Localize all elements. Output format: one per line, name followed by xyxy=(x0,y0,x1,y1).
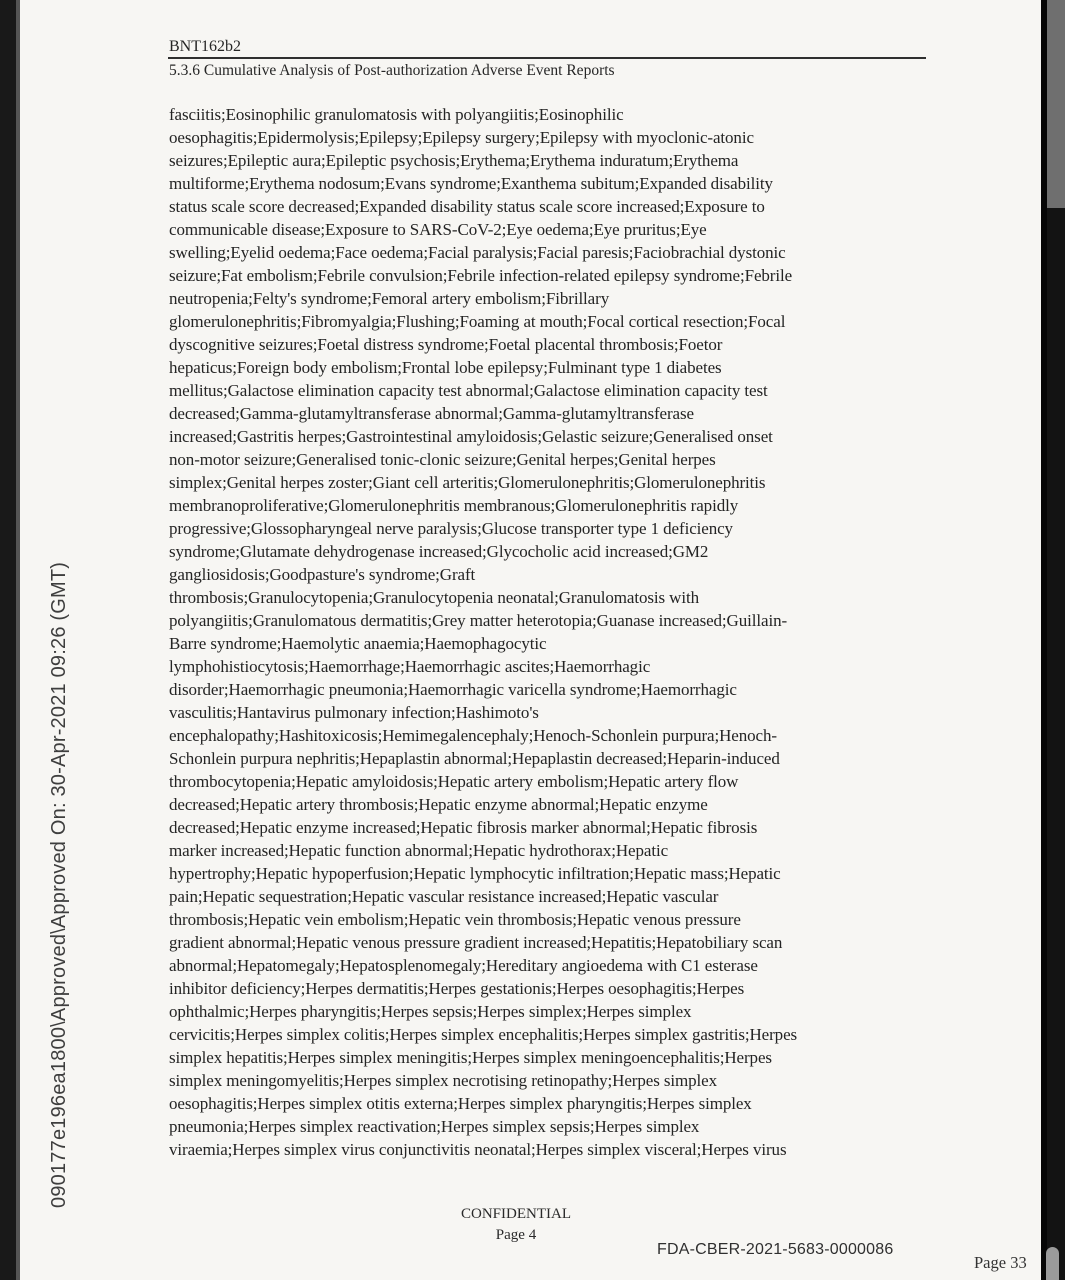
adverse-event-line: Barre syndrome;Haemolytic anaemia;Haemophagocytic xyxy=(169,634,547,653)
confidential-label: CONFIDENTIAL xyxy=(461,1206,571,1222)
product-code: BNT162b2 xyxy=(169,38,241,55)
adverse-event-line: Schonlein purpura nephritis;Hepaplastin abnormal;Hepaplastin decreased;Heparin-induced xyxy=(169,749,780,768)
header-rule xyxy=(168,57,926,59)
adverse-event-line: simplex hepatitis;Herpes simplex meningitis;Herpes simplex meningoencephalitis;Herpes xyxy=(169,1048,772,1067)
adverse-event-line: oesophagitis;Herpes simplex otitis externa;Herpes simplex pharyngitis;Herpes simplex xyxy=(169,1094,752,1113)
adverse-event-line: dyscognitive seizures;Foetal distress syndrome;Foetal placental thrombosis;Foetor xyxy=(169,335,723,354)
adverse-event-line: mellitus;Galactose elimination capacity test abnormal;Galactose elimination capacity test xyxy=(169,381,768,400)
adverse-events-text xyxy=(169,103,797,1161)
outer-page-number: Page 33 xyxy=(974,1253,1027,1272)
adverse-event-line: hepaticus;Foreign body embolism;Frontal lobe epilepsy;Fulminant type 1 diabetes xyxy=(169,358,722,377)
adverse-event-line: swelling;Eyelid oedema;Face oedema;Facial paralysis;Facial paresis;Faciobrachial dystonic xyxy=(169,243,786,262)
adverse-event-line: vasculitis;Hantavirus pulmonary infection;Hashimoto's xyxy=(169,703,539,722)
scan-edge-bar-left xyxy=(0,0,16,1280)
scrollbar-thumb-top[interactable] xyxy=(1047,0,1065,208)
adverse-event-line: non-motor seizure;Generalised tonic-clonic seizure;Genital herpes;Genital herpes xyxy=(169,450,716,469)
adverse-event-line: gradient abnormal;Hepatic venous pressure gradient increased;Hepatitis;Hepatobiliary scan xyxy=(169,933,783,952)
adverse-event-line: fasciitis;Eosinophilic granulomatosis with polyangiitis;Eosinophilic xyxy=(169,105,624,124)
adverse-event-line: cervicitis;Herpes simplex colitis;Herpes simplex encephalitis;Herpes simplex gastritis;Herpes xyxy=(169,1025,798,1044)
adverse-event-line: hypertrophy;Hepatic hypoperfusion;Hepatic lymphocytic infiltration;Hepatic mass;Hepatic xyxy=(169,864,781,883)
adverse-event-line: multiforme;Erythema nodosum;Evans syndrome;Exanthema subitum;Expanded disability xyxy=(169,174,773,193)
adverse-event-line: decreased;Hepatic enzyme increased;Hepatic fibrosis marker abnormal;Hepatic fibrosis xyxy=(169,818,758,837)
inner-page-number: Page 4 xyxy=(495,1227,537,1243)
adverse-event-line: lymphohistiocytosis;Haemorrhage;Haemorrhagic ascites;Haemorrhagic xyxy=(169,657,651,676)
adverse-event-line: encephalopathy;Hashitoxicosis;Hemimegalencephaly;Henoch-Schonlein purpura;Henoch- xyxy=(169,726,777,745)
adverse-event-line: thrombosis;Hepatic vein embolism;Hepatic vein thrombosis;Hepatic venous pressure xyxy=(169,910,741,929)
adverse-event-line: progressive;Glossopharyngeal nerve paralysis;Glucose transporter type 1 deficiency xyxy=(169,519,733,538)
adverse-event-line: communicable disease;Exposure to SARS-CoV-2;Eye oedema;Eye pruritus;Eye xyxy=(169,220,707,239)
adverse-event-line: marker increased;Hepatic function abnormal;Hepatic hydrothorax;Hepatic xyxy=(169,841,669,860)
adverse-event-line: viraemia;Herpes simplex virus conjunctivitis neonatal;Herpes simplex visceral;Herpes virus xyxy=(169,1140,787,1159)
adverse-event-line: oesophagitis;Epidermolysis;Epilepsy;Epilepsy surgery;Epilepsy with myoclonic-atonic xyxy=(169,128,754,147)
adverse-event-line: ophthalmic;Herpes pharyngitis;Herpes sepsis;Herpes simplex;Herpes simplex xyxy=(169,1002,692,1021)
scrollbar-thumb-bottom[interactable] xyxy=(1046,1247,1059,1280)
document-id: FDA-CBER-2021-5683-0000086 xyxy=(657,1241,894,1258)
adverse-event-line: decreased;Hepatic artery thrombosis;Hepatic enzyme abnormal;Hepatic enzyme xyxy=(169,795,708,814)
adverse-event-line: pain;Hepatic sequestration;Hepatic vascular resistance increased;Hepatic vascular xyxy=(169,887,719,906)
adverse-event-line: simplex meningomyelitis;Herpes simplex necrotising retinopathy;Herpes simplex xyxy=(169,1071,718,1090)
adverse-event-line: membranoproliferative;Glomerulonephritis membranous;Glomerulonephritis rapidly xyxy=(169,496,739,515)
adverse-event-line: syndrome;Glutamate dehydrogenase increased;Glycocholic acid increased;GM2 xyxy=(169,542,709,561)
adverse-event-line: gangliosidosis;Goodpasture's syndrome;Graft xyxy=(169,565,476,584)
adverse-event-line: increased;Gastritis herpes;Gastrointestinal amyloidosis;Gelastic seizure;Generalised onset xyxy=(169,427,773,446)
adverse-event-line: disorder;Haemorrhagic pneumonia;Haemorrhagic varicella syndrome;Haemorrhagic xyxy=(169,680,737,699)
adverse-event-line: glomerulonephritis;Fibromyalgia;Flushing;Foaming at mouth;Focal cortical resection;Focal xyxy=(169,312,786,331)
adverse-event-line: pneumonia;Herpes simplex reactivation;Herpes simplex sepsis;Herpes simplex xyxy=(169,1117,700,1136)
adverse-event-line: simplex;Genital herpes zoster;Giant cell arteritis;Glomerulonephritis;Glomerulonephritis xyxy=(169,473,766,492)
adverse-event-line: decreased;Gamma-glutamyltransferase abnormal;Gamma-glutamyltransferase xyxy=(169,404,694,423)
adverse-event-line: inhibitor deficiency;Herpes dermatitis;Herpes gestationis;Herpes oesophagitis;Herpes xyxy=(169,979,745,998)
scan-edge-shadow-left xyxy=(16,0,20,1280)
approval-watermark: 090177e196ea1800\Approved\Approved On: 30-Apr-2021 09:26 (GMT) xyxy=(48,561,70,1208)
adverse-event-line: seizure;Fat embolism;Febrile convulsion;Febrile infection-related epilepsy syndrome;Febrile xyxy=(169,266,793,285)
section-title: 5.3.6 Cumulative Analysis of Post-authorization Adverse Event Reports xyxy=(169,62,615,79)
adverse-event-line: thrombosis;Granulocytopenia;Granulocytopenia neonatal;Granulomatosis with xyxy=(169,588,699,607)
adverse-event-line: status scale score decreased;Expanded disability status scale score increased;Exposure to xyxy=(169,197,765,216)
adverse-event-line: abnormal;Hepatomegaly;Hepatosplenomegaly;Hereditary angioedema with C1 esterase xyxy=(169,956,758,975)
page-footer xyxy=(168,1204,864,1246)
adverse-event-line: thrombocytopenia;Hepatic amyloidosis;Hepatic artery embolism;Hepatic artery flow xyxy=(169,772,739,791)
adverse-event-line: polyangiitis;Granulomatous dermatitis;Grey matter heterotopia;Guanase increased;Guillain- xyxy=(169,611,788,630)
adverse-event-line: neutropenia;Felty's syndrome;Femoral artery embolism;Fibrillary xyxy=(169,289,610,308)
adverse-event-line: seizures;Epileptic aura;Epileptic psychosis;Erythema;Erythema induratum;Erythema xyxy=(169,151,739,170)
